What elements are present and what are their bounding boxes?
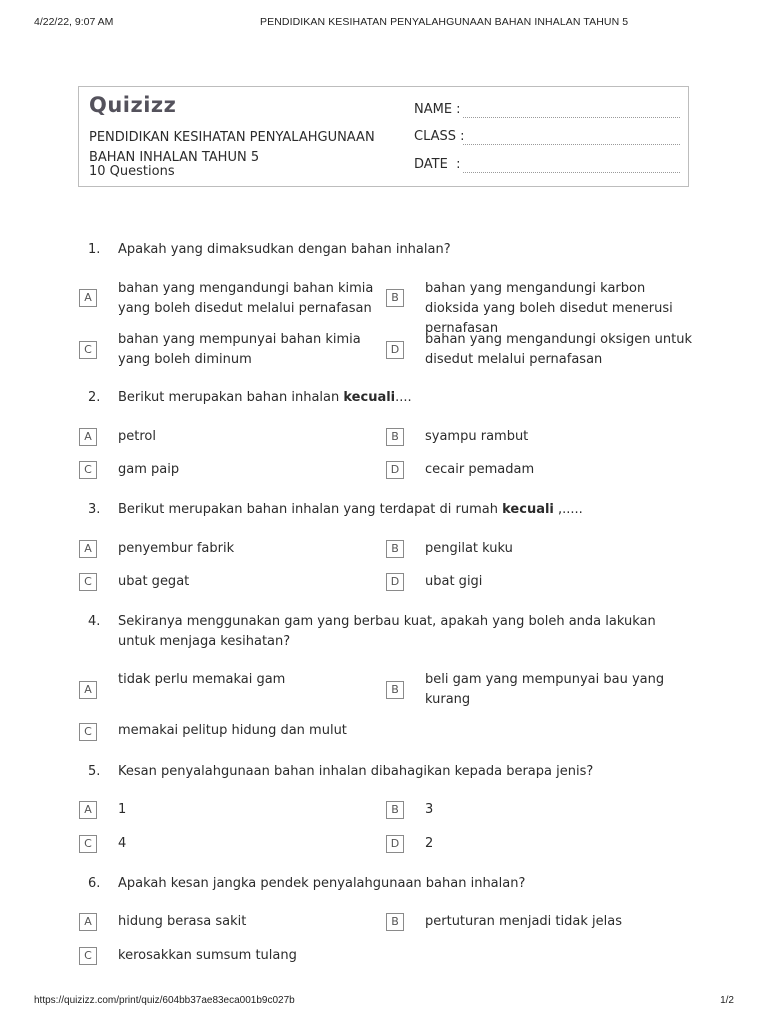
question-number: 4. [88, 614, 101, 629]
option-text: petrol [118, 429, 156, 444]
name-label: NAME : [414, 102, 461, 117]
question-text: Apakah kesan jangka pendek penyalahgunaan bahan inhalan? [118, 876, 526, 891]
option-box-b[interactable]: B [386, 428, 404, 446]
question-number: 2. [88, 390, 101, 405]
option-text: 2 [425, 836, 434, 851]
class-line[interactable] [463, 143, 680, 145]
option-text: pertuturan menjadi tidak jelas [425, 914, 622, 929]
option-box-c[interactable]: C [79, 461, 97, 479]
question-emphasis: kecuali [502, 502, 554, 517]
option-text: 1 [118, 802, 127, 817]
option-text: pengilat kuku [425, 541, 513, 556]
option-box-c[interactable]: C [79, 341, 97, 359]
option-box-b[interactable]: B [386, 681, 404, 699]
option-box-c[interactable]: C [79, 573, 97, 591]
option-text: beli gam yang mempunyai bau yang kurang [425, 672, 665, 707]
option-text: ubat gigi [425, 574, 483, 589]
option-box-b[interactable]: B [386, 801, 404, 819]
option-box-c[interactable]: C [79, 835, 97, 853]
print-datetime: 4/22/22, 9:07 AM [34, 16, 114, 28]
option-text: kerosakkan sumsum tulang [118, 948, 297, 963]
option-box-d[interactable]: D [386, 341, 404, 359]
option-box-b[interactable]: B [386, 540, 404, 558]
option-text: 4 [118, 836, 127, 851]
option-text: 3 [425, 802, 434, 817]
option-box-a[interactable]: A [79, 913, 97, 931]
quiz-title: PENDIDIKAN KESIHATAN PENYALAHGUNAAN BAHAN INHALAN TAHUN 5 [89, 130, 375, 165]
class-field[interactable] [414, 129, 680, 149]
question-text: Kesan penyalahgunaan bahan inhalan dibahagikan kepada berapa jenis? [118, 764, 594, 779]
name-line[interactable] [463, 116, 680, 118]
option-box-d[interactable]: D [386, 835, 404, 853]
option-text: bahan yang mengandungi bahan kimia yang boleh disedut melalui pernafasan [118, 281, 374, 316]
question-text: Berikut merupakan bahan inhalan kecuali.... [118, 390, 412, 405]
option-text: tidak perlu memakai gam [118, 672, 286, 687]
question-text: Apakah yang dimaksudkan dengan bahan inhalan? [118, 242, 451, 257]
question-number: 6. [88, 876, 101, 891]
date-label: DATE : [414, 157, 461, 172]
option-text: syampu rambut [425, 429, 529, 444]
print-document-title: PENDIDIKAN KESIHATAN PENYALAHGUNAAN BAHAN INHALAN TAHUN 5 [260, 16, 629, 28]
option-box-b[interactable]: B [386, 913, 404, 931]
option-box-a[interactable]: A [79, 540, 97, 558]
option-text: bahan yang mengandungi karbon dioksida yang boleh disedut menerusi pernafasan [425, 281, 673, 336]
option-box-c[interactable]: C [79, 947, 97, 965]
option-box-a[interactable]: A [79, 801, 97, 819]
quizizz-logo-icon [89, 93, 177, 117]
name-field[interactable] [414, 102, 680, 122]
option-box-b[interactable]: B [386, 289, 404, 307]
date-line[interactable] [463, 171, 680, 173]
option-text: memakai pelitup hidung dan mulut [118, 723, 347, 738]
question-emphasis: kecuali [343, 390, 396, 405]
option-text: bahan yang mengandungi oksigen untuk disedut melalui pernafasan [425, 332, 692, 367]
option-box-d[interactable]: D [386, 573, 404, 591]
option-text: penyembur fabrik [118, 541, 235, 556]
quizizz-logo [89, 93, 177, 122]
question-text: Sekiranya menggunakan gam yang berbau kuat, apakah yang boleh anda lakukan untuk menjaga kesihatan? [118, 614, 656, 649]
question-count: 10 Questions [89, 164, 175, 179]
option-box-a[interactable]: A [79, 681, 97, 699]
option-box-a[interactable]: A [79, 428, 97, 446]
question-number: 5. [88, 764, 101, 779]
option-box-a[interactable]: A [79, 289, 97, 307]
worksheet-header [78, 86, 689, 187]
option-text: ubat gegat [118, 574, 190, 589]
option-text: cecair pemadam [425, 462, 535, 477]
option-box-d[interactable]: D [386, 461, 404, 479]
print-url: https://quizizz.com/print/quiz/604bb37ae83eca001b9c027b [34, 995, 295, 1006]
question-number: 1. [88, 242, 101, 257]
option-box-c[interactable]: C [79, 723, 97, 741]
option-text: gam paip [118, 462, 180, 477]
svg-text:Quizizz: Quizizz [89, 93, 177, 117]
option-text: bahan yang mempunyai bahan kimia yang boleh diminum [118, 332, 361, 367]
question-text: Berikut merupakan bahan inhalan yang terdapat di rumah kecuali ,..... [118, 502, 583, 517]
page-number: 1/2 [720, 995, 734, 1006]
question-number: 3. [88, 502, 101, 517]
class-label: CLASS : [414, 129, 465, 144]
date-field[interactable] [414, 157, 680, 177]
option-text: hidung berasa sakit [118, 914, 247, 929]
